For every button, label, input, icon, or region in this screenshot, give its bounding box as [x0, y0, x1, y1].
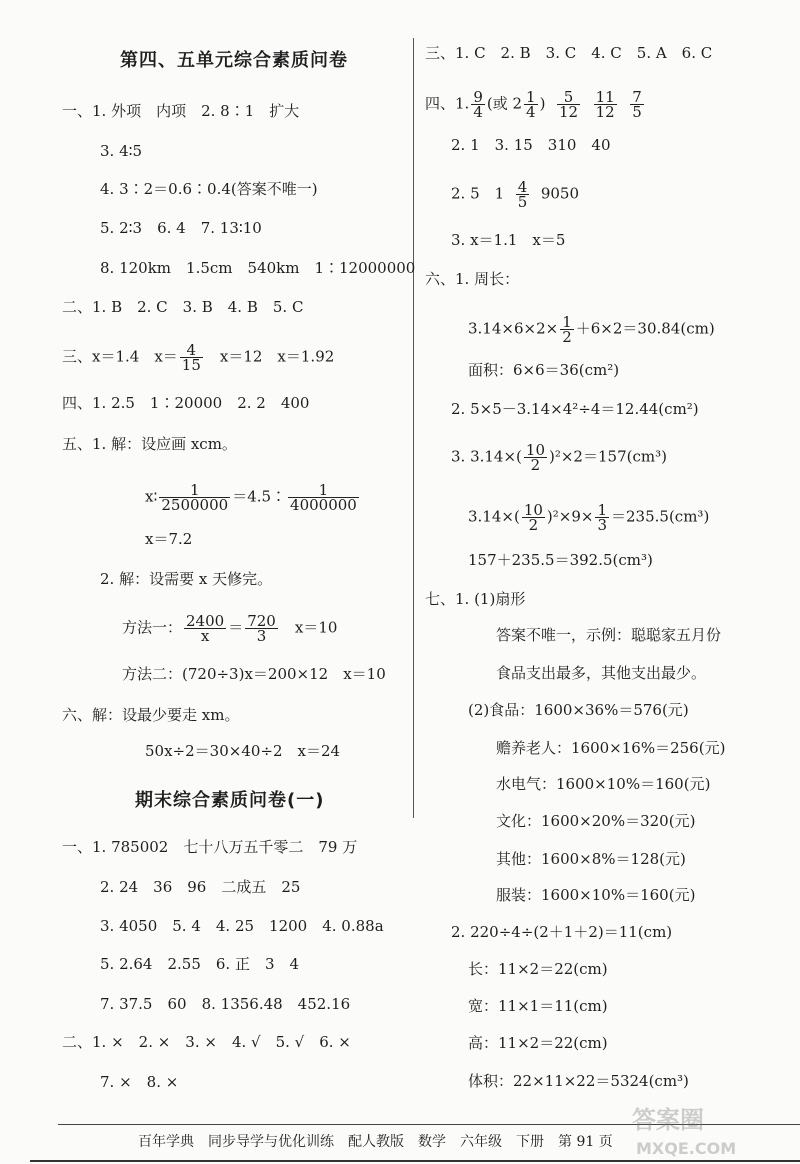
denominator: 3: [256, 627, 267, 645]
answer-line: 2. 5×5－3.14×4²÷4＝12.44(cm²): [451, 400, 699, 418]
answer-line: 其他：1600×8%＝128(元): [496, 850, 686, 868]
text-segment: x＝12 x＝1.92: [204, 347, 335, 366]
answer-line: 8. 120km 1.5cm 540km 1∶12000000: [100, 259, 416, 277]
fraction: [159, 483, 230, 512]
text-segment: )²×2＝157(cm³): [549, 447, 667, 466]
answer-line: 5. 2∶3 6. 4 7. 13∶10: [100, 219, 262, 237]
numerator: 1: [159, 483, 230, 498]
answer-line: 5. 2.64 2.55 6. 正 3 4: [100, 955, 300, 973]
answer-line: 长：11×2＝22(cm): [468, 960, 608, 978]
answer-line: 2. 220÷4÷(2＋1＋2)＝11(cm): [451, 923, 673, 941]
numerator: 4: [517, 178, 528, 196]
answer-line: 六、1. 周长：: [425, 270, 520, 288]
numerator: 9: [473, 88, 483, 106]
answer-line: 水电气：1600×10%＝160(元): [496, 775, 711, 793]
numerator: 10: [525, 441, 545, 459]
text-segment: 方法一：: [122, 618, 183, 637]
denominator: 5: [632, 103, 642, 121]
denominator: 3: [597, 516, 608, 534]
answer-line: (2)食品：1600×36%＝576(元): [468, 701, 689, 719]
numerator: 5: [557, 90, 580, 105]
equation-line: [451, 443, 667, 472]
answer-line: 2. 24 36 96 二成五 25: [100, 878, 301, 896]
answer-line-with-fraction: [451, 180, 579, 209]
numerator: 1: [288, 483, 359, 498]
denominator: 12: [595, 103, 615, 121]
equation-line: 157＋235.5＝392.5(cm³): [468, 551, 653, 569]
equation-line: 50x÷2＝30×40÷2 x＝24: [145, 742, 341, 760]
denominator: 2: [530, 456, 541, 474]
text-segment: ＝235.5(cm³): [611, 507, 710, 526]
answer-line: 2. 1 3. 15 310 40: [451, 136, 611, 154]
text-segment: 3.14×(: [468, 507, 520, 526]
denominator: 4000000: [290, 496, 357, 514]
numerator: 1: [597, 501, 608, 519]
text-segment: ＋6×2＝30.84(cm): [575, 319, 715, 338]
answer-line: 7. × 8. ×: [100, 1073, 179, 1091]
equation-line: [122, 614, 337, 643]
denominator: 5: [517, 193, 528, 211]
text-segment: ＝: [228, 618, 244, 637]
answer-line: 4. 3∶2＝0.6∶0.4(答案不唯一): [100, 180, 318, 198]
answer-line: 3. 4∶5: [100, 142, 143, 160]
answer-line: 七、1. (1)扇形: [425, 590, 526, 608]
watermark-logo: [622, 1100, 792, 1160]
fraction: [184, 614, 226, 643]
answer-line: 一、1. 外项 内项 2. 8∶1 扩大: [62, 102, 300, 120]
equation-line: [468, 315, 715, 344]
numerator: 11: [595, 88, 615, 106]
denominator: 15: [181, 356, 201, 374]
fraction: [471, 90, 485, 119]
answer-line: 体积：22×11×22＝5324(cm³): [468, 1072, 689, 1090]
text-segment: 9050: [540, 184, 579, 203]
answer-line: 答案不唯一，示例：聪聪家五月份: [496, 626, 722, 644]
answer-line-with-fraction: [425, 90, 646, 119]
equation-line: 方法二：(720÷3)x＝200×12 x＝10: [122, 665, 386, 683]
denominator: 2500000: [161, 496, 229, 514]
denominator: 2: [528, 516, 539, 534]
answer-line: 二、1. B 2. C 3. B 4. B 5. C: [62, 298, 304, 316]
denominator: 4: [526, 103, 536, 121]
denominator: 2: [562, 328, 572, 346]
numerator: 1: [562, 313, 572, 331]
text-segment: x＝10: [279, 618, 338, 637]
answer-line: 六、解：设最少要走 xm。: [62, 706, 240, 724]
answer-line-with-fraction: [62, 343, 334, 372]
section-title-final-exam: 期末综合素质问卷(一): [135, 790, 325, 811]
fraction: [557, 90, 580, 119]
fraction: [595, 503, 609, 532]
denominator: x: [200, 627, 210, 645]
numerator: 1: [526, 88, 536, 106]
answer-line: 五、1. 解：设应画 xcm。: [62, 435, 237, 453]
fraction: [516, 180, 530, 209]
answer-line: 一、1. 785002 七十八万五千零二 79 万: [62, 838, 358, 856]
bottom-rule: [30, 1160, 800, 1162]
fraction: [522, 503, 545, 532]
denominator: 12: [558, 103, 579, 121]
numerator: 2400: [186, 612, 225, 630]
denominator: 4: [473, 103, 483, 121]
answer-line: 赡养老人：1600×16%＝256(元): [496, 739, 726, 757]
fraction: [288, 483, 359, 512]
fraction: [245, 614, 278, 643]
text-segment: 3. 3.14×(: [451, 447, 522, 466]
watermark-text: 答案圈: [632, 1106, 704, 1134]
text-segment: ): [539, 94, 546, 113]
answer-line: 二、1. × 2. × 3. × 4. √ 5. √ 6. ×: [62, 1033, 351, 1051]
text-segment: 2. 5 1: [451, 184, 505, 203]
answer-line: 高：11×2＝22(cm): [468, 1034, 608, 1052]
answer-line: 服装：1600×10%＝160(元): [496, 886, 696, 904]
text-segment: 三、x＝1.4 x＝: [62, 347, 178, 366]
text-segment: )²×9×: [546, 507, 594, 526]
equation-line: [468, 503, 709, 532]
answer-line: 四、1. 2.5 1∶20000 2. 2 400: [62, 394, 310, 412]
text-segment: ＝4.5∶: [232, 487, 287, 506]
answer-line: 7. 37.5 60 8. 1356.48 452.16: [100, 995, 351, 1013]
answer-line: 2. 解：设需要 x 天修完。: [100, 570, 273, 588]
fraction: [560, 315, 574, 344]
answer-line: 文化：1600×20%＝320(元): [496, 812, 696, 830]
watermark-url: MXQE.COM: [636, 1139, 737, 1158]
numerator: 10: [523, 501, 543, 519]
fraction: [524, 90, 538, 119]
fraction: [524, 443, 547, 472]
fraction: [180, 343, 203, 372]
page-footer: 百年学典 同步导学与优化训练 配人教版 数学 六年级 下册 第 91 页: [138, 1134, 613, 1150]
equation-line: [145, 483, 361, 512]
answer-line: 食品支出最多，其他支出最少。: [496, 664, 707, 682]
answer-line: 3. 4050 5. 4 4. 25 1200 4. 0.88a: [100, 917, 384, 935]
equation-line: x＝7.2: [145, 530, 193, 548]
numerator: 720: [247, 612, 276, 630]
fraction: [594, 90, 617, 119]
numerator: 4: [180, 343, 203, 358]
text-segment: 3.14×6×2×: [468, 319, 559, 338]
section-title-units-4-5: 第四、五单元综合素质问卷: [120, 50, 348, 71]
answer-line: 宽：11×1＝11(cm): [468, 997, 608, 1015]
text-segment: 四、1.: [425, 94, 470, 113]
answer-line: 三、1. C 2. B 3. C 4. C 5. A 6. C: [425, 44, 713, 62]
fraction: [630, 90, 644, 119]
answer-line: 3. x＝1.1 x＝5: [451, 231, 566, 249]
column-divider: [413, 38, 414, 818]
equation-line: 面积：6×6＝36(cm²): [468, 361, 620, 379]
numerator: 7: [632, 88, 642, 106]
text-segment: (或 2: [486, 94, 523, 113]
text-segment: x∶: [145, 487, 158, 506]
